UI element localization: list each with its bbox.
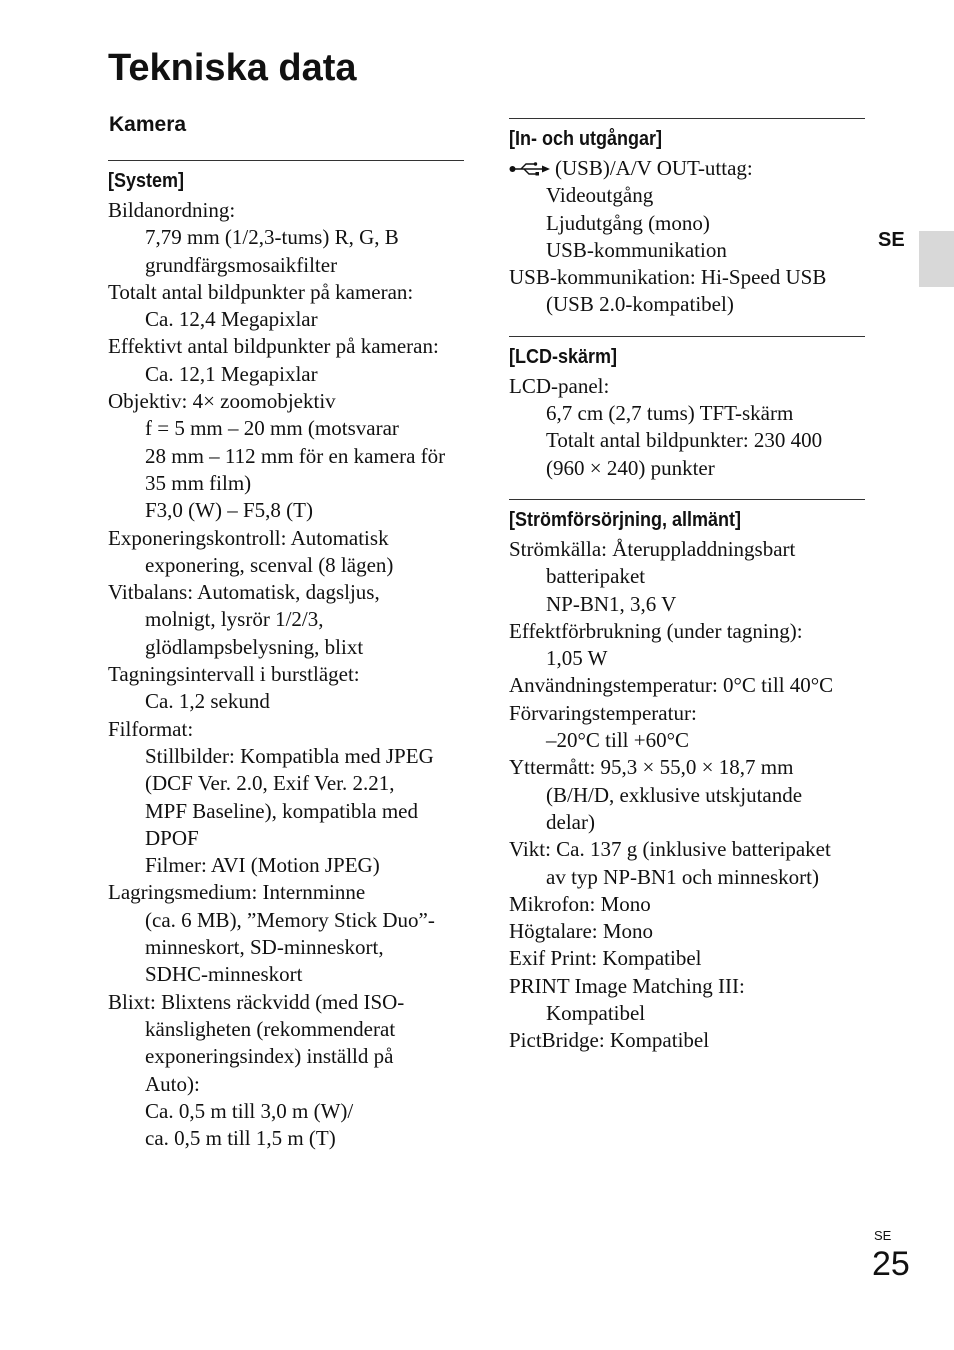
- spec-line: Förvaringstemperatur:: [509, 700, 697, 725]
- spec-line: 35 mm film): [145, 470, 252, 495]
- spec-line: F3,0 (W) – F5,8 (T): [145, 498, 313, 523]
- spec-line: (ca. 6 MB), ”Memory Stick Duo”-: [145, 907, 435, 932]
- spec-line: Ca. 1,2 sekund: [145, 689, 270, 714]
- spec-line: exponering, scenval (8 lägen): [145, 552, 394, 577]
- system-section: [108, 160, 464, 1152]
- spec-line: (960 × 240) punkter: [546, 455, 715, 480]
- spec-line: grundfärgsmosaikfilter: [145, 252, 338, 277]
- io-spec-list: [509, 182, 865, 318]
- spec-line: Auto):: [145, 1071, 200, 1096]
- page-number: 25: [872, 1245, 910, 1283]
- spec-line: LCD-panel:: [509, 373, 610, 398]
- spec-line: NP-BN1, 3,6 V: [546, 591, 677, 616]
- spec-line: (USB 2.0-kompatibel): [546, 292, 734, 317]
- spec-line: 7,79 mm (1/2,3-tums) R, G, B: [145, 225, 399, 250]
- spec-line: PRINT Image Matching III:: [509, 973, 745, 998]
- spec-line: SDHC-minneskort: [145, 962, 303, 987]
- spec-line: Mikrofon: Mono: [509, 891, 651, 916]
- spec-line: f = 5 mm – 20 mm (motsvarar: [145, 416, 399, 441]
- system-heading: [System]: [108, 170, 185, 192]
- power-section: [509, 499, 865, 1055]
- spec-line: Filformat:: [108, 716, 194, 741]
- usb-av-out-line: [509, 155, 865, 182]
- lcd-spec-list: [509, 373, 865, 482]
- spec-line: Blixt: Blixtens räckvidd (med ISO-: [108, 989, 405, 1014]
- spec-line: exponeringsindex) inställd på: [145, 1044, 394, 1069]
- spec-line: Totalt antal bildpunkter: 230 400: [546, 428, 823, 453]
- spec-line: Ca. 12,4 Megapixlar: [145, 307, 318, 332]
- power-heading: [Strömförsörjning, allmänt]: [509, 508, 742, 531]
- lcd-heading: [LCD-skärm]: [509, 345, 618, 368]
- spec-line: Vikt: Ca. 137 g (inklusive batteripaket: [509, 837, 831, 862]
- spec-line: DPOF: [145, 825, 199, 850]
- spec-line: Strömkälla: Återuppladdningsbart: [509, 536, 796, 561]
- spec-line: USB-kommunikation: [546, 237, 727, 262]
- io-heading: [In- och utgångar]: [509, 128, 662, 150]
- spec-line: 1,05 W: [546, 646, 608, 671]
- spec-line: Exif Print: Kompatibel: [509, 946, 702, 971]
- spec-line: Högtalare: Mono: [509, 919, 654, 944]
- spec-line: Vitbalans: Automatisk, dagsljus,: [108, 580, 380, 605]
- spec-line: minneskort, SD-minneskort,: [145, 935, 384, 960]
- usb-av-out-label: (USB)/A/V OUT-uttag:: [555, 156, 753, 180]
- spec-line: ca. 0,5 m till 1,5 m (T): [145, 1126, 336, 1151]
- spec-line: –20°C till +60°C: [546, 728, 689, 753]
- spec-line: molnigt, lysrör 1/2/3,: [145, 607, 324, 632]
- spec-line: glödlampsbelysning, blixt: [145, 634, 364, 659]
- spec-line: Totalt antal bildpunkter på kameran:: [108, 279, 414, 304]
- spec-line: känsligheten (rekommenderat: [145, 1016, 396, 1041]
- spec-line: (DCF Ver. 2.0, Exif Ver. 2.21,: [145, 771, 395, 796]
- system-spec-list: [108, 197, 464, 1152]
- spec-line: Ljudutgång (mono): [546, 210, 710, 235]
- spec-line: Objektiv: 4× zoomobjektiv: [108, 389, 336, 414]
- page-title: Tekniska data: [108, 47, 357, 89]
- spec-line: Användningstemperatur: 0°C till 40°C: [509, 673, 834, 698]
- spec-line: 6,7 cm (2,7 tums) TFT-skärm: [546, 401, 794, 426]
- usb-icon: [509, 162, 551, 176]
- spec-line: Stillbilder: Kompatibla med JPEG: [145, 743, 434, 768]
- spec-line: (B/H/D, exklusive utskjutande: [546, 782, 803, 807]
- power-spec-list: [509, 536, 865, 1055]
- spec-line: Filmer: AVI (Motion JPEG): [145, 853, 380, 878]
- spec-line: Bildanordning:: [108, 198, 236, 222]
- spec-line: Kompatibel: [546, 1001, 646, 1026]
- spec-line: delar): [546, 809, 595, 834]
- lcd-section: [509, 336, 865, 482]
- spec-line: batteripaket: [546, 564, 646, 589]
- left-column: [108, 160, 464, 1152]
- spec-line: Videoutgång: [546, 183, 654, 208]
- spec-line: Lagringsmedium: Internminne: [108, 880, 366, 905]
- spec-line: av typ NP-BN1 och minneskort): [546, 864, 819, 889]
- language-tab-label: SE: [878, 229, 905, 251]
- spec-line: USB-kommunikation: Hi-Speed USB: [509, 265, 827, 290]
- io-section: [509, 118, 865, 319]
- spec-line: Effektförbrukning (under tagning):: [509, 618, 803, 643]
- spec-line: Effektivt antal bildpunkter på kameran:: [108, 334, 439, 359]
- right-column: [509, 118, 865, 1055]
- spec-line: PictBridge: Kompatibel: [509, 1028, 710, 1053]
- section-subtitle: Kamera: [109, 113, 187, 136]
- spec-line: Exponeringskontroll: Automatisk: [108, 525, 389, 550]
- spec-line: 28 mm – 112 mm för en kamera för: [145, 443, 446, 468]
- spec-line: Ca. 12,1 Megapixlar: [145, 361, 318, 386]
- language-tab: [919, 231, 954, 287]
- spec-line: Tagningsintervall i burstläget:: [108, 662, 360, 687]
- spec-line: Yttermått: 95,3 × 55,0 × 18,7 mm: [509, 755, 794, 780]
- spec-line: Ca. 0,5 m till 3,0 m (W)/: [145, 1098, 354, 1123]
- footer-language: SE: [874, 1228, 892, 1243]
- spec-line: MPF Baseline), kompatibla med: [145, 798, 418, 823]
